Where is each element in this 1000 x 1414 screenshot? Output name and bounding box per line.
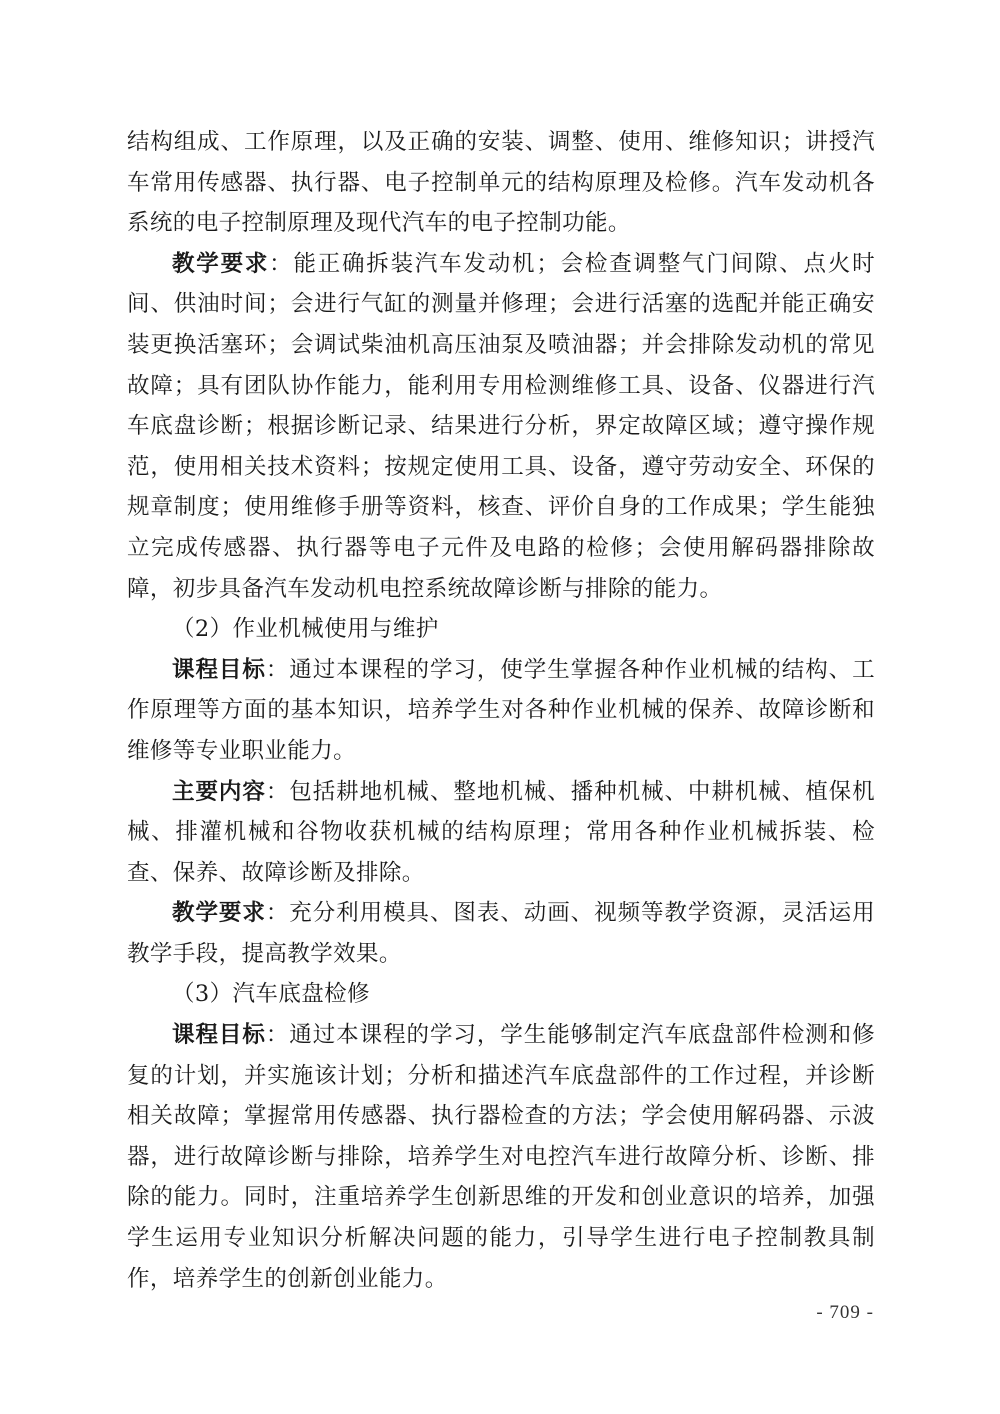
document-body bbox=[127, 122, 875, 1299]
paragraph-label: 课程目标 bbox=[172, 1022, 266, 1049]
paragraph-teaching-requirements-2 bbox=[127, 893, 875, 974]
paragraph-label: 教学要求 bbox=[172, 250, 270, 277]
paragraph-label: 教学要求 bbox=[172, 900, 266, 927]
section-heading-text: （2）作业机械使用与维护 bbox=[172, 616, 439, 643]
paragraph-course-goal-3 bbox=[127, 1015, 875, 1299]
page-number: - 709 - bbox=[816, 1302, 874, 1323]
paragraph-main-content-2 bbox=[127, 772, 875, 894]
paragraph-1 bbox=[127, 122, 875, 244]
paragraph-label: 主要内容 bbox=[172, 778, 266, 805]
paragraph-text: ：包括耕地机械、整地机械、播种机械、中耕机械、植保机械、排灌机械和谷物收获机械的结构原理；常用各种作业机械拆装、检查、保养、故障诊断及排除。 bbox=[127, 778, 875, 886]
paragraph-text: ：通过本课程的学习，使学生掌握各种作业机械的结构、工作原理等方面的基本知识，培养学生对各种作业机械的保养、故障诊断和维修等专业职业能力。 bbox=[127, 656, 875, 764]
paragraph-1-text: 结构组成、工作原理，以及正确的安装、调整、使用、维修知识；讲授汽车常用传感器、执行器、电子控制单元的结构原理及检修。汽车发动机各系统的电子控制原理及现代汽车的电子控制功能。 bbox=[127, 129, 875, 237]
section-heading-3 bbox=[127, 974, 875, 1015]
section-heading-text: （3）汽车底盘检修 bbox=[172, 981, 370, 1008]
section-heading-2 bbox=[127, 609, 875, 650]
paragraph-text: ：通过本课程的学习，学生能够制定汽车底盘部件检测和修复的计划，并实施该计划；分析和描述汽车底盘部件的工作过程，并诊断相关故障；掌握常用传感器、执行器检查的方法；学会使用解码器、示波器，进行故障诊断与排除，培养学生对电控汽车进行故障分析、诊断、排除的能力。同时，注重培养学生创新思维的开发和创业意识的培养，加强学生运用专业知识分析解决问题的能力，引导学生进行电子控制教具制作，培养学生的创新创业能力。 bbox=[127, 1022, 875, 1292]
paragraph-label: 课程目标 bbox=[172, 656, 266, 683]
paragraph-text: ：充分利用模具、图表、动画、视频等教学资源，灵活运用教学手段，提高教学效果。 bbox=[127, 900, 875, 967]
paragraph-text: ：能正确拆装汽车发动机；会检查调整气门间隙、点火时间、供油时间；会进行气缸的测量并修理；会进行活塞的选配并能正确安装更换活塞环；会调试柴油机高压油泵及喷油器；并会排除发动机的常见故障；具有团队协作能力，能利用专用检测维修工具、设备、仪器进行汽车底盘诊断；根据诊断记录、结果进行分析，界定故障区域；遵守操作规范，使用相关技术资料；按规定使用工具、设备，遵守劳动安全、环保的规章制度；使用维修手册等资料，核查、评价自身的工作成果；学生能独立完成传感器、执行器等电子元件及电路的检修；会使用解码器排除故障，初步具备汽车发动机电控系统故障诊断与排除的能力。 bbox=[127, 250, 875, 602]
paragraph-course-goal-2 bbox=[127, 650, 875, 772]
paragraph-teaching-requirements-1 bbox=[127, 244, 875, 609]
